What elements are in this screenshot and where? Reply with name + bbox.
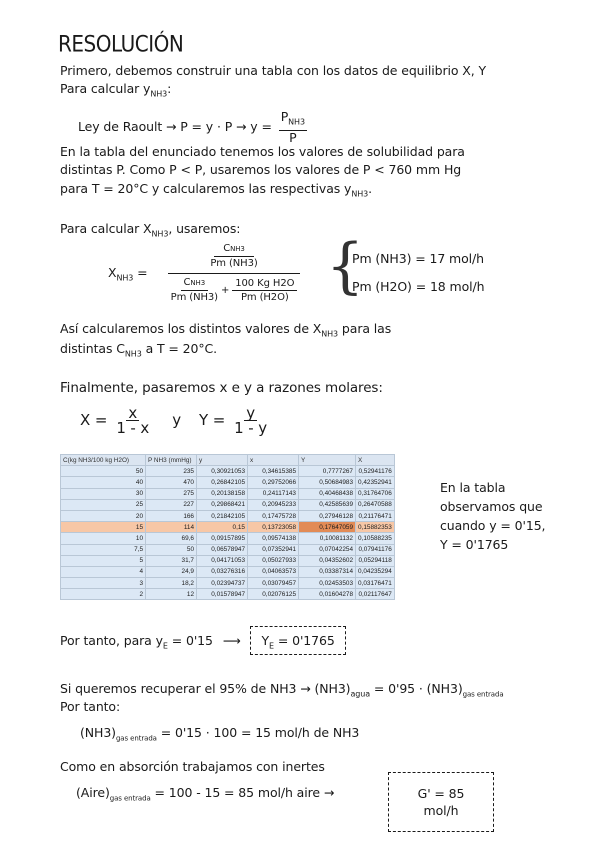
para3-line-2-end: a T = 20°C. [141, 341, 218, 356]
table-cell: 31,7 [146, 555, 197, 566]
table-cell: 40 [61, 477, 146, 488]
Y-den: 1 - y [234, 419, 268, 437]
tanto-line [60, 632, 346, 655]
table-header-row [61, 455, 395, 466]
table-header-cell: x [248, 455, 299, 466]
table-cell: 0,42585639 [299, 499, 356, 510]
pm-h2o: Pm (H2O) = 18 mol/h [352, 279, 485, 294]
table-row [61, 477, 395, 488]
recup-eq: = 0'95 · (NH3) [370, 681, 463, 696]
aire-line [76, 784, 334, 808]
result-box-g: G' = 85 mol/h [388, 772, 494, 832]
table-cell: 0,52941176 [356, 466, 395, 477]
X-big: X = [80, 411, 108, 429]
para1-line-2a: distintas P [60, 162, 122, 177]
table-row [61, 522, 395, 533]
table-body [61, 466, 395, 600]
para3-line-2-sub: NH3 [124, 349, 142, 359]
x-label-eq: = [137, 265, 148, 280]
table-row [61, 499, 395, 510]
table-cell: 0,13723058 [248, 522, 299, 533]
raoult-law [78, 110, 310, 145]
note-line-1: En la tabla [440, 480, 506, 495]
table-cell: 0,30921053 [197, 466, 248, 477]
table-cell: 0,02076125 [248, 589, 299, 600]
table-cell: 0,02117647 [356, 589, 395, 600]
intro-line-2 [60, 80, 171, 103]
main-frac-line [168, 273, 300, 274]
intro-line-2-sub: NH3 [150, 89, 168, 99]
table-cell: 0,04235294 [356, 566, 395, 577]
x-label-sub: NH3 [116, 273, 134, 283]
table-cell: 166 [146, 510, 197, 521]
table-cell: 0,01578947 [197, 589, 248, 600]
table-cell: 25 [61, 499, 146, 510]
table-cell: 0,05027933 [248, 555, 299, 566]
table-cell: 0,34615385 [248, 466, 299, 477]
raoult-eq: = [257, 118, 272, 134]
recup-line [60, 680, 504, 704]
table-cell: 0,26842105 [197, 477, 248, 488]
table-cell: 0,07042254 [299, 544, 356, 555]
raoult-fraction [279, 110, 307, 145]
table-cell: 24,9 [146, 566, 197, 577]
para1-line-3-text: para T = 20°C y calcularemos las respectivas y [60, 181, 352, 196]
table-cell: 20 [61, 510, 146, 521]
table-cell: 0,06578947 [197, 544, 248, 555]
table-cell: 0,02453503 [299, 578, 356, 589]
bot-num-1-sub: NH3 [190, 279, 206, 287]
table-cell: 0,15 [197, 522, 248, 533]
table-cell: 4 [61, 566, 146, 577]
para1-line-3 [60, 180, 372, 203]
tanto-sub: E [162, 641, 168, 651]
box1-text: Y [261, 633, 270, 648]
absor-line: Como en absorción trabajamos con inertes [60, 759, 325, 774]
table-cell: 15 [61, 522, 146, 533]
table-row [61, 566, 395, 577]
table-cell: 0,21176471 [356, 510, 395, 521]
table-cell: 0,42352941 [356, 477, 395, 488]
big-fraction [168, 242, 300, 304]
para1-line-2 [60, 161, 461, 178]
table-head [61, 455, 395, 466]
table-row [61, 578, 395, 589]
table-cell: 470 [146, 477, 197, 488]
para3-text: Así calcularemos los distintos valores de X [60, 321, 322, 336]
bot-num-2: 100 Kg H2O [232, 277, 297, 291]
table-row [61, 488, 395, 499]
x-nh3-label [108, 264, 148, 287]
bot-den-1: Pm (NH3) [170, 292, 218, 303]
table-cell: 0,7777267 [299, 466, 356, 477]
para4: Finalmente, pasaremos x e y a razones molares: [60, 380, 383, 396]
para1-line-1: En la tabla del enunciado tenemos los valores de solubilidad para [60, 144, 465, 159]
table-note [440, 478, 545, 554]
table-cell: 5 [61, 555, 146, 566]
top-num [168, 242, 300, 256]
table-cell: 10 [61, 533, 146, 544]
table-cell: 0,03387314 [299, 566, 356, 577]
intro-line-2-text: Para calcular y [60, 81, 151, 96]
raoult-num-text: P [280, 109, 289, 124]
para2-sub: NH3 [151, 229, 169, 239]
table-cell: 0,29752066 [248, 477, 299, 488]
table-cell: 114 [146, 522, 197, 533]
para1-line-2c: < P, usaremos los valores de P [176, 162, 371, 177]
table-cell: 0,02394737 [197, 578, 248, 589]
nh3-gas-eq: = 0'15 · 100 = 15 mol/h de NH3 [156, 725, 360, 740]
pm-nh3: Pm (NH3) = 17 mol/h [352, 251, 484, 266]
table-header-cell: y [197, 455, 248, 466]
bot-den-2: Pm (H2O) [240, 291, 289, 303]
table-cell: 0,03079457 [248, 578, 299, 589]
raoult-num [279, 110, 307, 131]
para3-end: para las [338, 321, 392, 336]
para1-line-3-sub: NH3 [351, 189, 369, 199]
Y-num: y [246, 404, 255, 422]
box1-val: = 0'1765 [273, 633, 335, 648]
table-cell: 0,40468438 [299, 488, 356, 499]
raoult-den: P [289, 129, 297, 145]
para2-line-1 [60, 220, 240, 243]
portanto: Por tanto: [60, 699, 121, 714]
table-cell: 0,04352602 [299, 555, 356, 566]
equilibrium-table [60, 454, 395, 600]
aire-text: (Aire) [76, 785, 110, 800]
para2-text: Para calcular X [60, 221, 152, 236]
table-cell: 18,2 [146, 578, 197, 589]
result-box-ye [250, 626, 345, 655]
top-num-text: C [223, 243, 231, 254]
Y-fraction [232, 406, 269, 435]
raoult-mid2: · P → y [213, 118, 258, 134]
table-cell: 0,15882353 [356, 522, 395, 533]
table-cell: 0,10081132 [299, 533, 356, 544]
recup-sub-1: agua [350, 689, 371, 699]
table-cell: 235 [146, 466, 197, 477]
nh3-gas-line [80, 724, 359, 748]
table-cell: 7,5 [61, 544, 146, 555]
table-header-cell: C(kg NH3/100 kg H2O) [61, 455, 146, 466]
table-cell: 0,05294118 [356, 555, 395, 566]
para1-line-3-end: . [368, 181, 373, 196]
recup-sub-2: gas entrada [462, 690, 504, 699]
note-line-4: Y = 0'1765 [440, 537, 509, 552]
table-row [61, 555, 395, 566]
raoult-num-sub: NH3 [288, 117, 305, 127]
table-cell: 0,07941176 [356, 544, 395, 555]
note-line-2: observamos que [440, 499, 543, 514]
table-cell: 69,6 [146, 533, 197, 544]
table-cell: 0,20138158 [197, 488, 248, 499]
table-cell: 50 [146, 544, 197, 555]
table-cell: 2 [61, 589, 146, 600]
X-fraction [114, 406, 151, 435]
para1-line-2b: . Como P [121, 162, 177, 177]
para3-sub: NH3 [321, 329, 339, 339]
table-cell: 0,27946128 [299, 510, 356, 521]
intro-line-2-end: : [167, 81, 172, 96]
raoult-mid: = y [187, 118, 214, 134]
table-cell: 0,17475728 [248, 510, 299, 521]
table-row [61, 466, 395, 477]
table-cell: 50 [61, 466, 146, 477]
table-cell: 0,20945233 [248, 499, 299, 510]
table-cell: 0,07352941 [248, 544, 299, 555]
top-num-sub: NH3 [230, 245, 245, 253]
table-cell: 0,03176471 [356, 578, 395, 589]
table-header-cell: X [356, 455, 395, 466]
table-cell: 0,24117143 [248, 488, 299, 499]
recup-text: Si queremos recuperar el 95% de NH3 → (NH3) [60, 681, 351, 696]
tanto-text: Por tanto, para y [60, 633, 163, 648]
bot-num-1-text: C [183, 277, 191, 288]
bottom-row [168, 276, 300, 304]
table-cell: 0,09157895 [197, 533, 248, 544]
aire-eq: = 100 - 15 = 85 mol/h aire → [150, 785, 335, 800]
table-cell: 30 [61, 488, 146, 499]
tanto-eq: = 0'15 [167, 633, 213, 648]
table-cell: 0,17647059 [299, 522, 356, 533]
table-row [61, 533, 395, 544]
bot-num-1 [181, 276, 209, 291]
y-conjunction: y [172, 411, 181, 429]
page-title: RESOLUCIÓN [58, 30, 184, 58]
plus-sign: + [220, 284, 230, 296]
bottom-frac-2 [232, 277, 297, 304]
table-cell: 0,09574138 [248, 533, 299, 544]
aire-sub: gas entrada [109, 794, 151, 803]
left-brace: { [326, 231, 365, 301]
nh3-gas-sub: gas entrada [115, 734, 157, 743]
table-cell: 0,01604278 [299, 589, 356, 600]
table-cell: 227 [146, 499, 197, 510]
table-row [61, 589, 395, 600]
table-row [61, 510, 395, 521]
table-cell: 0,10588235 [356, 533, 395, 544]
table-row [61, 544, 395, 555]
table-cell: 0,29868421 [197, 499, 248, 510]
table-cell: 0,04171053 [197, 555, 248, 566]
tanto-arrow: ⟶ [222, 633, 241, 648]
table-cell: 0,03276316 [197, 566, 248, 577]
para3-line-2-text: distintas C [60, 341, 125, 356]
bottom-frac-1 [171, 276, 218, 304]
table-cell: 12 [146, 589, 197, 600]
x-label-text: X [108, 265, 117, 280]
table-cell: 0,26470588 [356, 499, 395, 510]
X-num: x [128, 404, 138, 422]
table-cell: 0,31764706 [356, 488, 395, 499]
para2-end: , usaremos: [168, 221, 241, 236]
para1-line-2d: < 760 mm Hg [370, 162, 462, 177]
table-header-cell: P NH3 (mmHg) [146, 455, 197, 466]
X-den: 1 - x [116, 419, 150, 437]
table-cell: 3 [61, 578, 146, 589]
note-line-3: cuando y = 0'15, [440, 518, 546, 533]
table-cell: 0,50684983 [299, 477, 356, 488]
box1-sub: E [269, 641, 274, 651]
intro-line-1: Primero, debemos construir una tabla con los datos de equilibrio X, Y [60, 63, 487, 78]
table-header-cell: Y [299, 455, 356, 466]
table-cell: 0,04063573 [248, 566, 299, 577]
Y-big: Y = [198, 411, 226, 429]
raoult-prefix: Ley de Raoult → P [78, 118, 188, 134]
table-cell: 0,21842105 [197, 510, 248, 521]
table-cell: 275 [146, 488, 197, 499]
top-den: Pm (NH3) [210, 258, 258, 269]
para3-line-2 [60, 340, 217, 363]
nh3-gas-text: (NH3) [80, 725, 116, 740]
molar-ratios [80, 406, 272, 435]
